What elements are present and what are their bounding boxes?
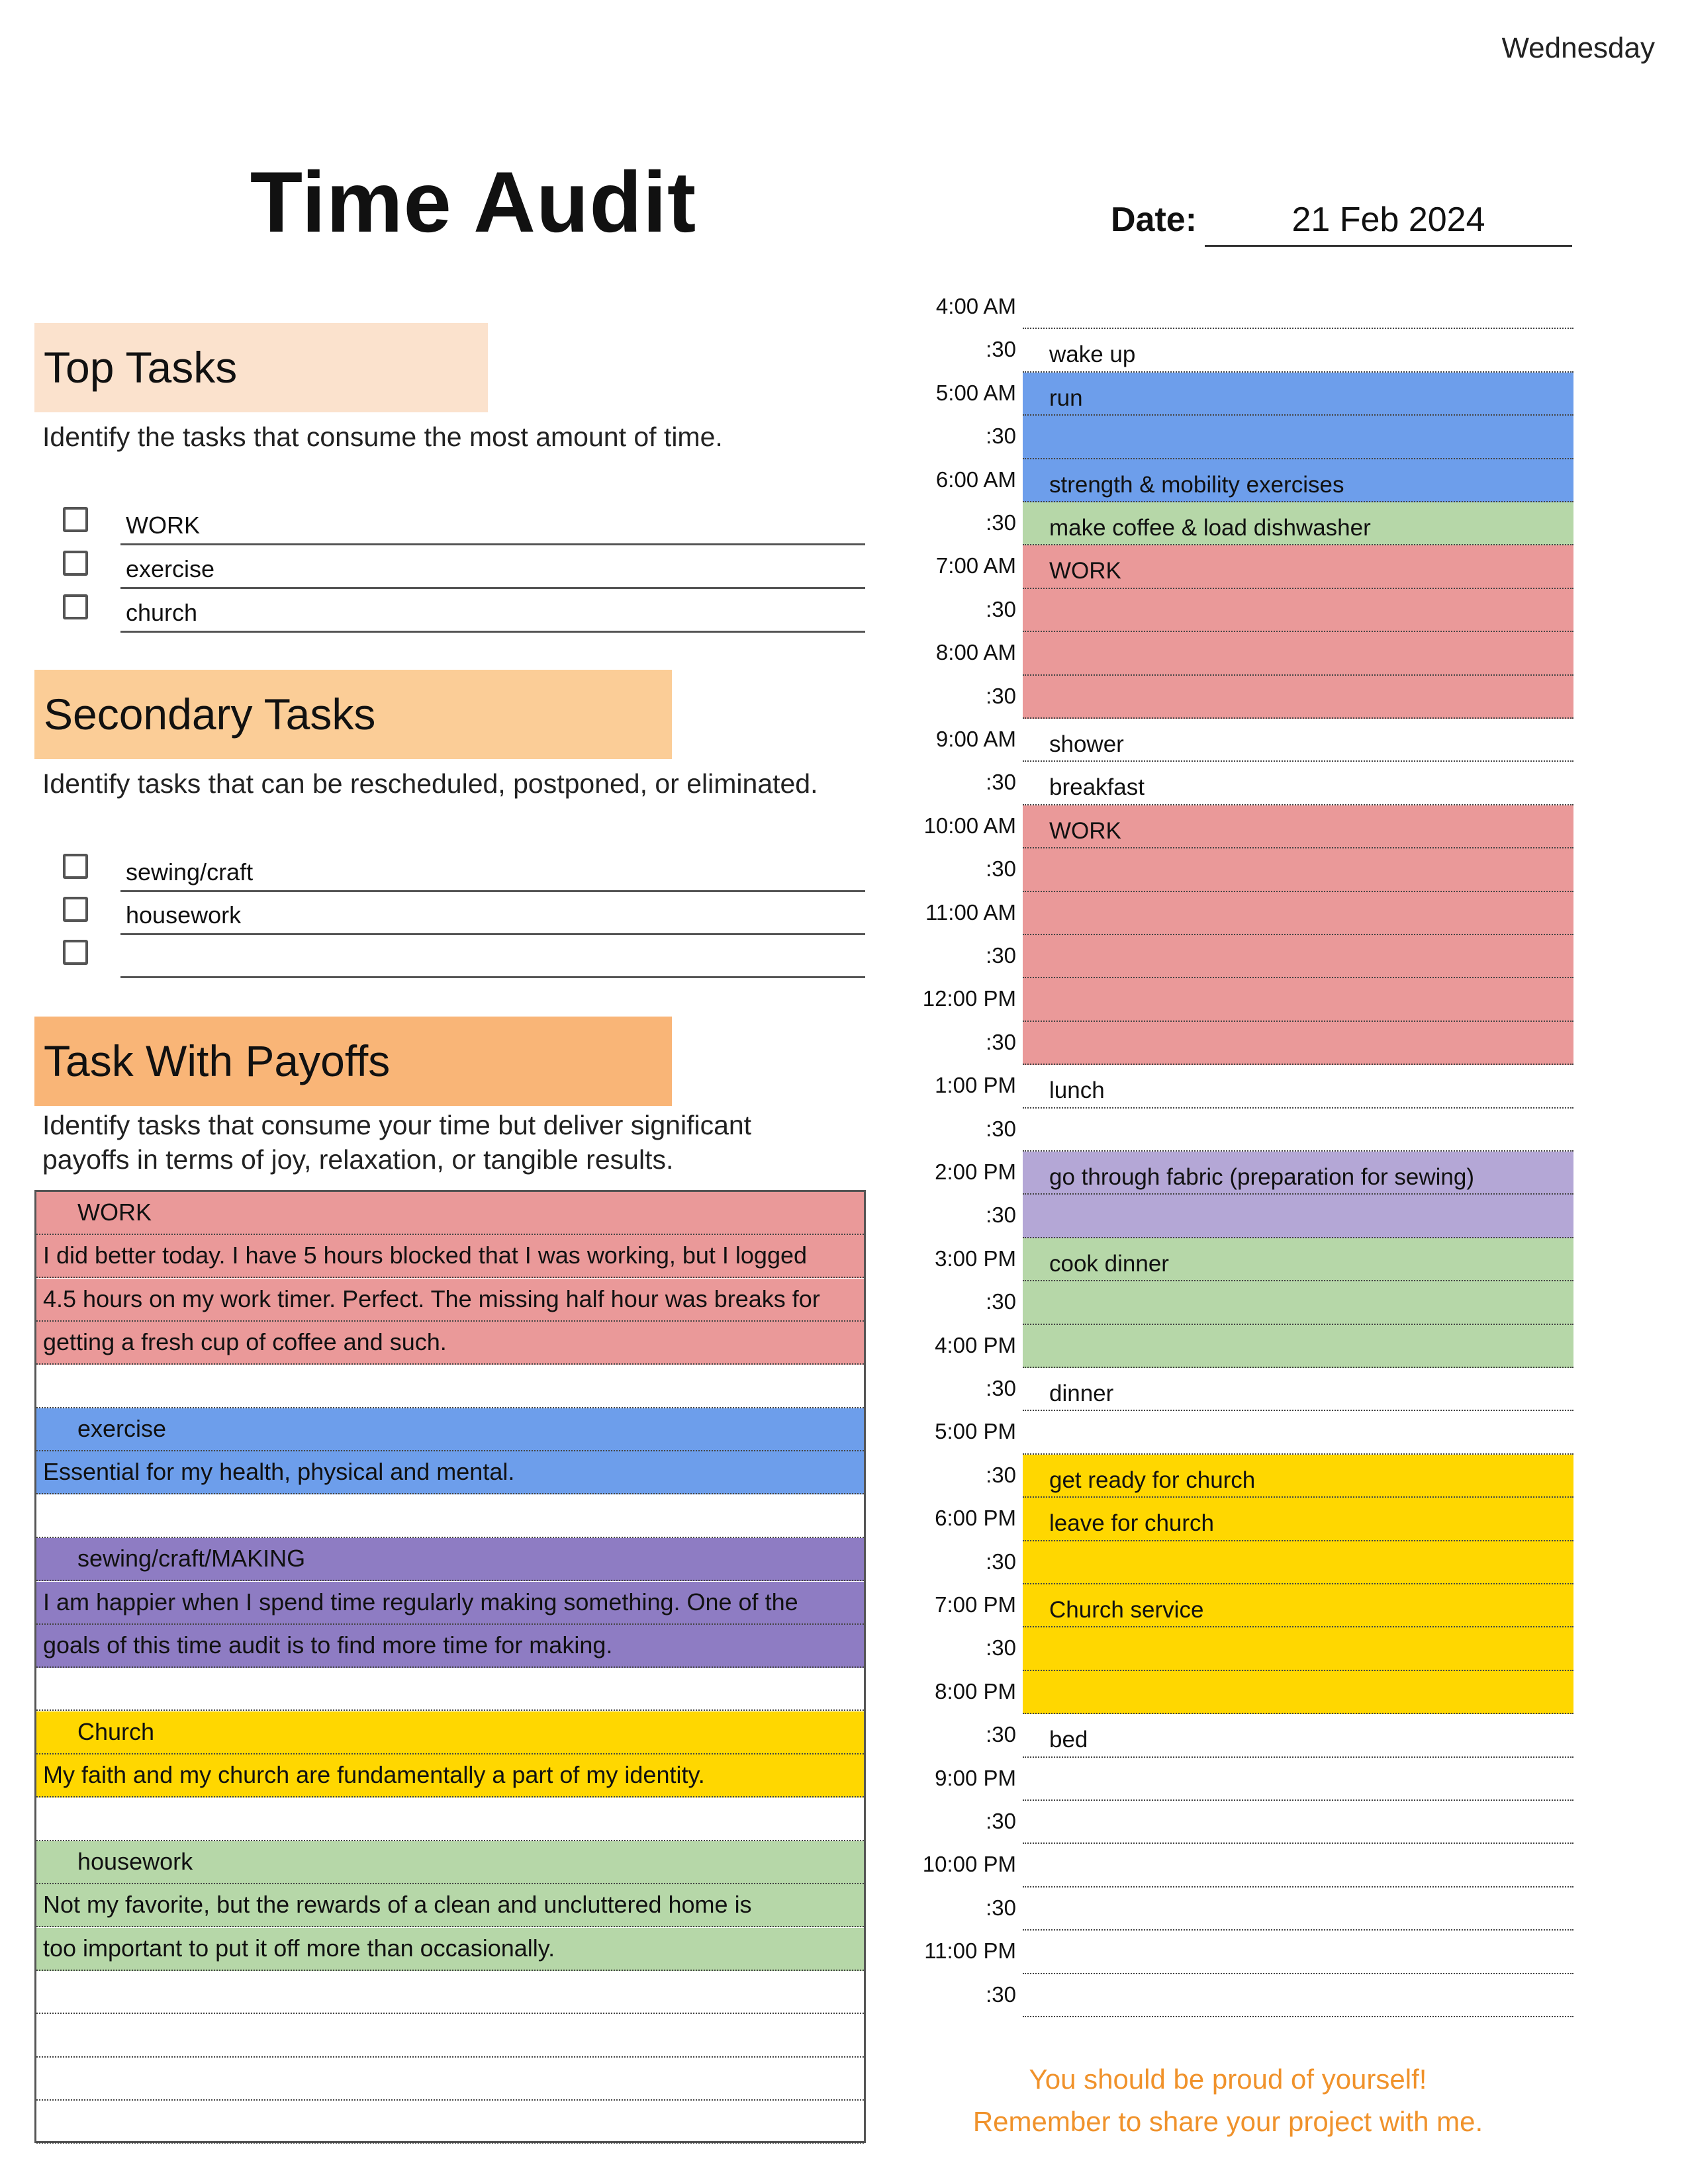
activity-cell[interactable]: leave for church xyxy=(1023,1498,1573,1541)
activity-cell[interactable]: make coffee & load dishwasher xyxy=(1023,502,1573,545)
top-tasks-description: Identify the tasks that consume the most amount of time. xyxy=(42,422,723,452)
activity-cell[interactable]: lunch xyxy=(1023,1065,1573,1108)
time-label: :30 xyxy=(986,1203,1016,1228)
schedule-slot xyxy=(914,1325,1575,1368)
activity-cell[interactable]: Church service xyxy=(1023,1584,1573,1627)
activity-cell[interactable]: cook dinner xyxy=(1023,1238,1573,1281)
task-item xyxy=(63,851,867,891)
time-label: 7:00 AM xyxy=(935,553,1016,578)
activity-cell[interactable]: go through fabric (preparation for sewing) xyxy=(1023,1152,1573,1195)
task-input-line[interactable]: sewing/craft xyxy=(120,851,865,892)
activity-cell[interactable] xyxy=(1023,416,1573,459)
task-item xyxy=(63,548,867,588)
time-label: 11:00 PM xyxy=(924,1938,1016,1964)
schedule-slot xyxy=(914,286,1575,329)
time-label: :30 xyxy=(986,1549,1016,1574)
time-label: 2:00 PM xyxy=(935,1160,1016,1184)
payoff-note-line[interactable]: My faith and my church are fundamentally a part of my identity. xyxy=(36,1754,864,1797)
time-label: 9:00 PM xyxy=(935,1765,1016,1790)
schedule-slot xyxy=(914,459,1575,502)
time-label: 6:00 PM xyxy=(935,1506,1016,1531)
time-label: 10:00 AM xyxy=(923,813,1016,838)
schedule-slot xyxy=(914,1455,1575,1498)
schedule-slot xyxy=(914,1281,1575,1324)
schedule-slot xyxy=(914,1498,1575,1541)
schedule-slot xyxy=(914,1888,1575,1931)
schedule-slot xyxy=(914,1931,1575,1974)
activity-cell[interactable]: wake up xyxy=(1023,329,1573,372)
activity-cell[interactable] xyxy=(1023,632,1573,675)
time-label: :30 xyxy=(986,856,1016,882)
payoff-note-line[interactable] xyxy=(36,1971,864,2014)
time-label: 7:00 PM xyxy=(935,1592,1016,1617)
activity-cell[interactable]: shower xyxy=(1023,719,1573,762)
task-checkbox[interactable] xyxy=(63,507,88,532)
schedule-slot xyxy=(914,805,1575,848)
secondary-tasks-heading: Secondary Tasks xyxy=(34,670,672,759)
task-checkbox[interactable] xyxy=(63,897,88,922)
payoff-note-line[interactable] xyxy=(36,2015,864,2058)
time-label: 9:00 AM xyxy=(935,727,1016,751)
time-label: 6:00 AM xyxy=(935,467,1016,492)
task-checkbox[interactable] xyxy=(63,551,88,576)
payoff-notes-table xyxy=(34,1190,866,2143)
schedule-slot xyxy=(914,416,1575,459)
time-label: :30 xyxy=(986,1289,1016,1314)
schedule-slot xyxy=(914,373,1575,416)
time-label: 4:00 PM xyxy=(935,1332,1016,1357)
schedule-slot xyxy=(914,762,1575,805)
schedule-slot xyxy=(914,848,1575,891)
payoff-task-name[interactable]: exercise xyxy=(36,1408,864,1451)
activity-cell[interactable]: breakfast xyxy=(1023,762,1573,805)
payoff-note-line[interactable]: getting a fresh cup of coffee and such. xyxy=(36,1322,864,1365)
time-label: :30 xyxy=(986,1809,1016,1833)
task-checkbox[interactable] xyxy=(63,940,88,965)
time-label: :30 xyxy=(986,510,1016,535)
payoff-note-line[interactable]: I did better today. I have 5 hours blocked that I was working, but I logged xyxy=(36,1235,864,1278)
activity-cell[interactable] xyxy=(1023,1931,1573,1974)
payoff-note-line[interactable]: I am happier when I spend time regularly making something. One of the xyxy=(36,1582,864,1625)
activity-cell[interactable]: WORK xyxy=(1023,545,1573,588)
task-input-line[interactable] xyxy=(120,937,865,978)
activity-cell[interactable] xyxy=(1023,848,1573,891)
activity-cell[interactable] xyxy=(1023,1109,1573,1152)
footer-message-1: You should be proud of yourself! xyxy=(1029,2064,1427,2095)
time-label: 8:00 PM xyxy=(935,1678,1016,1704)
page-title: Time Audit xyxy=(250,154,697,250)
payoff-task-name[interactable]: sewing/craft/MAKING xyxy=(36,1538,864,1581)
schedule-slot xyxy=(914,719,1575,762)
schedule-slot xyxy=(914,1541,1575,1584)
task-item xyxy=(63,504,867,544)
schedule-slot xyxy=(914,892,1575,935)
payoff-description-line-2: payoffs in terms of joy, relaxation, or tangible results. xyxy=(42,1144,674,1175)
time-label: 11:00 AM xyxy=(925,899,1016,925)
time-label: :30 xyxy=(986,683,1016,708)
time-label: :30 xyxy=(986,1462,1016,1487)
schedule-slot xyxy=(914,589,1575,632)
schedule-slot xyxy=(914,1584,1575,1627)
activity-cell[interactable]: get ready for church xyxy=(1023,1455,1573,1498)
activity-cell[interactable] xyxy=(1023,286,1573,329)
schedule-slot xyxy=(914,1671,1575,1714)
schedule-slot xyxy=(914,978,1575,1021)
task-item xyxy=(63,592,867,631)
activity-cell[interactable] xyxy=(1023,1758,1573,1801)
time-label: 10:00 PM xyxy=(922,1852,1016,1877)
schedule-slot xyxy=(914,1065,1575,1108)
time-label: :30 xyxy=(986,1376,1016,1400)
schedule-slot xyxy=(914,935,1575,978)
activity-cell[interactable] xyxy=(1023,1411,1573,1454)
payoff-note-line[interactable] xyxy=(36,2101,864,2144)
task-item xyxy=(63,894,867,934)
payoff-task-name[interactable]: WORK xyxy=(36,1192,864,1235)
payoff-note-line[interactable]: Essential for my health, physical and mental. xyxy=(36,1451,864,1494)
activity-cell[interactable]: bed xyxy=(1023,1714,1573,1757)
time-label: 12:00 PM xyxy=(922,986,1016,1011)
payoff-description-line-1: Identify tasks that consume your time but deliver significant xyxy=(42,1110,752,1140)
payoff-note-line[interactable]: too important to put it off more than occasionally. xyxy=(36,1928,864,1971)
time-label: :30 xyxy=(986,1722,1016,1747)
schedule-slot xyxy=(914,676,1575,719)
date-field[interactable]: 21 Feb 2024 xyxy=(1205,200,1572,247)
payoff-note-line[interactable] xyxy=(36,2058,864,2101)
payoff-note-line[interactable] xyxy=(36,1365,864,1408)
time-label: 4:00 AM xyxy=(935,294,1016,318)
activity-cell[interactable] xyxy=(1023,1888,1573,1931)
top-tasks-heading: Top Tasks xyxy=(34,323,488,412)
schedule-slot xyxy=(914,1801,1575,1844)
schedule-slot xyxy=(914,1152,1575,1195)
activity-cell[interactable] xyxy=(1023,676,1573,719)
time-label: :30 xyxy=(986,1029,1016,1054)
payoff-note-line[interactable]: Not my favorite, but the rewards of a clean and uncluttered home is xyxy=(36,1884,864,1927)
weekday-label: Wednesday xyxy=(1501,32,1655,64)
time-label: 8:00 AM xyxy=(935,640,1016,665)
schedule-slot xyxy=(914,1974,1575,2017)
secondary-tasks-description: Identify tasks that can be rescheduled, postponed, or eliminated. xyxy=(42,768,818,799)
time-label: :30 xyxy=(986,943,1016,968)
schedule-slot xyxy=(914,502,1575,545)
task-input-line[interactable]: exercise xyxy=(120,548,865,589)
payoff-note-line[interactable]: 4.5 hours on my work timer. Perfect. The missing half hour was breaks for xyxy=(36,1279,864,1322)
activity-cell[interactable] xyxy=(1023,935,1573,978)
schedule-slot xyxy=(914,1022,1575,1065)
payoff-note-line[interactable] xyxy=(36,1495,864,1538)
activity-cell[interactable] xyxy=(1023,589,1573,632)
activity-cell[interactable] xyxy=(1023,1325,1573,1368)
task-input-line[interactable]: WORK xyxy=(120,504,865,545)
date-label: Date: xyxy=(1111,201,1197,239)
activity-cell[interactable] xyxy=(1023,1195,1573,1238)
schedule-grid xyxy=(914,286,1575,2033)
time-label: 5:00 PM xyxy=(935,1419,1016,1444)
activity-cell[interactable] xyxy=(1023,1022,1573,1065)
activity-cell[interactable] xyxy=(1023,1801,1573,1844)
time-label: 3:00 PM xyxy=(935,1246,1016,1271)
schedule-slot xyxy=(914,1368,1575,1411)
time-label: 5:00 AM xyxy=(935,380,1016,405)
schedule-slot xyxy=(914,1238,1575,1281)
time-label: :30 xyxy=(986,424,1016,449)
time-label: :30 xyxy=(986,1981,1016,2007)
payoff-note-line[interactable]: goals of this time audit is to find more time for making. xyxy=(36,1625,864,1668)
time-label: :30 xyxy=(986,1116,1016,1141)
time-label: :30 xyxy=(986,1895,1016,1920)
footer-message-2: Remember to share your project with me. xyxy=(972,2106,1483,2137)
time-label: :30 xyxy=(986,1635,1016,1661)
time-label: :30 xyxy=(986,337,1016,362)
time-label: :30 xyxy=(986,596,1016,621)
activity-cell[interactable] xyxy=(1023,978,1573,1021)
activity-cell[interactable] xyxy=(1023,892,1573,935)
payoff-note-line[interactable] xyxy=(36,1668,864,1711)
task-item xyxy=(63,937,867,977)
activity-cell[interactable] xyxy=(1023,1671,1573,1714)
schedule-slot xyxy=(914,632,1575,675)
schedule-slot xyxy=(914,1627,1575,1670)
time-label: 1:00 PM xyxy=(935,1073,1016,1098)
schedule-slot xyxy=(914,1714,1575,1757)
schedule-slot xyxy=(914,329,1575,372)
schedule-slot xyxy=(914,545,1575,588)
activity-cell[interactable]: strength & mobility exercises xyxy=(1023,459,1573,502)
activity-cell[interactable] xyxy=(1023,1844,1573,1887)
payoff-task-name[interactable]: housework xyxy=(36,1841,864,1884)
activity-cell[interactable]: WORK xyxy=(1023,805,1573,848)
schedule-slot xyxy=(914,1758,1575,1801)
activity-cell[interactable]: dinner xyxy=(1023,1368,1573,1411)
task-input-line[interactable]: church xyxy=(120,592,865,633)
payoff-note-line[interactable] xyxy=(36,1798,864,1841)
activity-cell[interactable] xyxy=(1023,1281,1573,1324)
activity-cell[interactable] xyxy=(1023,1974,1573,2017)
payoff-tasks-heading: Task With Payoffs xyxy=(34,1017,672,1106)
schedule-slot xyxy=(914,1844,1575,1887)
task-checkbox[interactable] xyxy=(63,594,88,619)
schedule-slot xyxy=(914,1195,1575,1238)
payoff-task-name[interactable]: Church xyxy=(36,1711,864,1754)
activity-cell[interactable]: run xyxy=(1023,373,1573,416)
task-input-line[interactable]: housework xyxy=(120,894,865,935)
payoff-tasks-description xyxy=(42,1108,850,1177)
activity-cell[interactable] xyxy=(1023,1541,1573,1584)
time-label: :30 xyxy=(986,770,1016,795)
schedule-slot xyxy=(914,1109,1575,1152)
task-checkbox[interactable] xyxy=(63,854,88,879)
schedule-slot xyxy=(914,1411,1575,1454)
activity-cell[interactable] xyxy=(1023,1627,1573,1670)
